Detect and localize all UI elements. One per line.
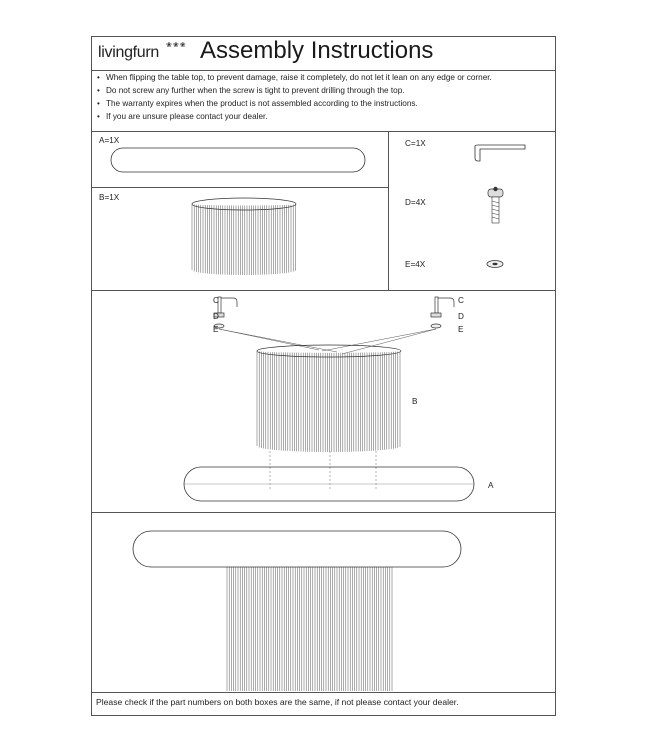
callout-e-left: E: [213, 325, 219, 334]
assembly-step-2: [92, 513, 555, 693]
bullet-icon: •: [97, 99, 100, 108]
part-e-label: E=4X: [405, 260, 426, 269]
note-item: • When flipping the table top, to prevent damage, raise it completely, do not let it lean on any edge or corner.: [97, 73, 492, 82]
brand-mark-icon: ❀❀❀: [166, 42, 187, 49]
notes-list: [92, 71, 555, 132]
header: [92, 37, 555, 71]
part-a-label: A=1X: [99, 136, 120, 145]
part-b-label: B=1X: [99, 193, 120, 202]
note-item: • The warranty expires when the product is not assembled according to the instructions.: [97, 99, 418, 108]
callout-b: B: [412, 397, 418, 406]
callout-c-right: C: [458, 296, 464, 305]
parts-list: [92, 132, 555, 291]
callout-a: A: [488, 481, 494, 490]
washer-icon: [92, 132, 555, 290]
bullet-icon: •: [97, 73, 100, 82]
part-d-label: D=4X: [405, 198, 426, 207]
page-title: Assembly Instructions: [200, 37, 434, 64]
exploded-assembly-illustration: [92, 291, 555, 512]
bullet-icon: •: [97, 86, 100, 95]
part-c-label: C=1X: [405, 139, 426, 148]
bullet-icon: •: [97, 112, 100, 121]
callout-c-left: C: [213, 296, 219, 305]
instruction-sheet: [91, 36, 556, 716]
callout-d-left: D: [213, 312, 219, 321]
assembly-step-1: [92, 291, 555, 513]
footer-note: Please check if the part numbers on both boxes are the same, if not please contact your dealer.: [96, 697, 459, 707]
note-item: • Do not screw any further when the screw is tight to prevent drilling through the top.: [97, 86, 405, 95]
callout-d-right: D: [458, 312, 464, 321]
callout-e-right: E: [458, 325, 464, 334]
assembled-table-illustration: [92, 513, 555, 692]
brand-logo: livingfurn: [98, 44, 160, 61]
footer: [92, 693, 555, 715]
note-item: • If you are unsure please contact your dealer.: [97, 112, 268, 121]
